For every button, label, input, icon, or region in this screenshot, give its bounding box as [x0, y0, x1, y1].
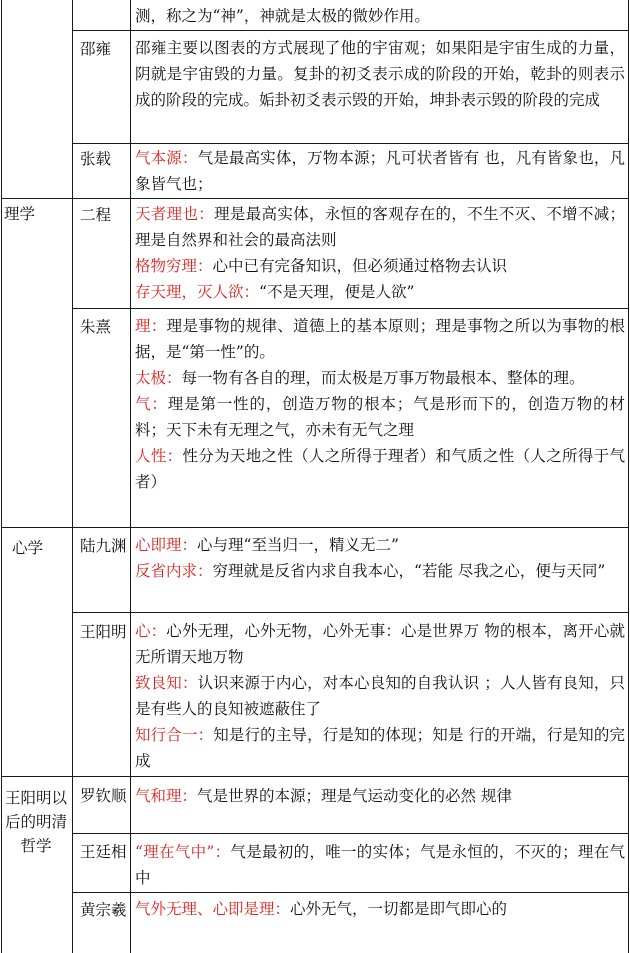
content-cell	[135, 532, 625, 584]
content-paragraph	[135, 391, 625, 443]
content-text: 心外无理，心外无物，心外无事：心是世界万 物的根本，离开心就无所谓天地万物	[135, 622, 625, 666]
content-cell	[135, 896, 625, 922]
category-cell: 理学	[4, 205, 36, 223]
person-cell: 朱熹	[80, 318, 112, 336]
content-text: 理是事物的规律、道德上的基本原则；理是事物之所以为事物的根据，是“第一性”的。	[135, 317, 625, 361]
content-cell	[135, 783, 625, 809]
content-paragraph	[135, 201, 625, 253]
content-paragraph	[135, 253, 625, 279]
keyword-label: 心：	[135, 622, 167, 640]
keyword-label: 人性：	[135, 447, 183, 465]
keyword-label: 理：	[135, 317, 167, 335]
content-text: 邵雍主要以图表的方式展现了他的宇宙观；如果阳是宇宙生成的力量，阴就是宇宙毁的力量。复卦的初爻表示成的阶段的开始，乾卦的则表示成的阶段的完成。姤卦初爻表示毁的开始，坤卦表示毁的阶段的完成	[135, 39, 625, 109]
person-cell: 陆九渊	[80, 537, 127, 555]
keyword-label: “理在气中”：	[135, 843, 231, 861]
keyword-label: 气外无理、心即是理：	[135, 900, 291, 918]
content-text: 气是最高实体，万物本源；凡可状者皆有 也，凡有皆象也，凡象皆气也；	[135, 149, 625, 193]
keyword-label: 气：	[135, 395, 168, 413]
table-border-left	[1, 0, 2, 953]
content-text: 性分为天地之性（人之所得于理者）和气质之性（人之所得于气者）	[135, 447, 625, 491]
content-text: 穷理就是反省内求自我本心，“若能 尽我之心，便与天同”	[212, 562, 606, 580]
row-divider	[72, 308, 629, 309]
content-paragraph	[135, 365, 625, 391]
content-text: 心外无气，一切都是即气即心的	[290, 900, 508, 918]
content-text: 每一物有各自的理，而太极是万事万物最根本、整体的理。	[181, 369, 585, 387]
content-paragraph	[135, 896, 625, 922]
keyword-label: 气和理：	[135, 787, 198, 805]
content-text: “不是天理，便是人欲”	[259, 283, 415, 301]
person-cell: 王阳明	[80, 623, 127, 641]
content-paragraph	[135, 279, 625, 305]
row-divider	[1, 198, 629, 199]
keyword-label: 存天理，灭人欲：	[135, 283, 260, 301]
person-cell: 黄宗羲	[80, 901, 127, 919]
person-cell: 邵雍	[80, 40, 112, 58]
content-paragraph	[135, 313, 625, 365]
content-cell	[135, 618, 625, 774]
content-text: 知是行的主导，行是知的体现；知是 行的开端，行是知的完成	[135, 726, 625, 770]
keyword-label: 天者理也：	[135, 205, 215, 223]
person-cell: 王廷相	[80, 843, 127, 861]
keyword-label: 格物穷理：	[135, 257, 213, 275]
content-cell	[135, 35, 625, 113]
content-text: 气是最初的，唯一的实体；气是永恒的，不灭的；理在气中	[135, 843, 625, 887]
person-cell: 罗钦顺	[80, 787, 127, 805]
person-cell: 张载	[80, 150, 112, 168]
content-cell	[135, 3, 625, 29]
person-cell: 二程	[80, 206, 112, 224]
row-divider	[72, 892, 629, 893]
content-text: 气是世界的本源；理是气运动变化的必然 规律	[197, 787, 512, 805]
content-text: 理是最高实体，永恒的客观存在的，不生不灭、不增不减；理是自然界和社会的最高法则	[135, 205, 625, 249]
content-text: 测，称之为“神”，神就是太极的微妙作用。	[135, 7, 430, 25]
row-divider	[72, 833, 629, 834]
content-paragraph	[135, 35, 625, 113]
content-paragraph	[135, 532, 625, 558]
content-paragraph	[135, 783, 625, 809]
keyword-label: 气本源：	[135, 149, 198, 167]
keyword-label: 心即理：	[135, 536, 198, 554]
row-divider	[1, 776, 629, 777]
keyword-label: 知行合一：	[135, 726, 214, 744]
category-cell: 王阳明以后的明清哲学	[4, 789, 67, 855]
content-paragraph	[135, 618, 625, 670]
content-cell	[135, 145, 625, 197]
content-cell	[135, 201, 625, 305]
row-divider	[72, 143, 629, 144]
content-paragraph	[135, 145, 625, 197]
category-cell: 心学	[12, 539, 44, 557]
content-text: 心中已有完备知识，但必须通过格物去认识	[212, 257, 508, 275]
keyword-label: 太极：	[135, 369, 182, 387]
content-text: 认识来源于内心，对本心良知的自我认识 ；人人皆有良知，只是有些人的良知被遮蔽住了	[135, 674, 625, 718]
keyword-label: 反省内求：	[135, 562, 213, 580]
content-text: 心与理“至当归一，精义无二”	[197, 536, 399, 554]
row-divider	[72, 612, 629, 613]
content-cell	[135, 313, 625, 495]
content-paragraph	[135, 670, 625, 722]
content-paragraph	[135, 3, 625, 29]
content-paragraph	[135, 839, 625, 891]
content-text: 理是第一性的，创造万物的根本；气是形而下的，创造万物的材料；天下未有无理之气，亦未有无气之理	[135, 395, 625, 439]
content-paragraph	[135, 443, 625, 495]
content-paragraph	[135, 722, 625, 774]
row-divider	[72, 30, 629, 31]
content-paragraph	[135, 558, 625, 584]
keyword-label: 致良知：	[135, 674, 198, 692]
row-divider	[1, 527, 629, 528]
content-cell	[135, 839, 625, 891]
